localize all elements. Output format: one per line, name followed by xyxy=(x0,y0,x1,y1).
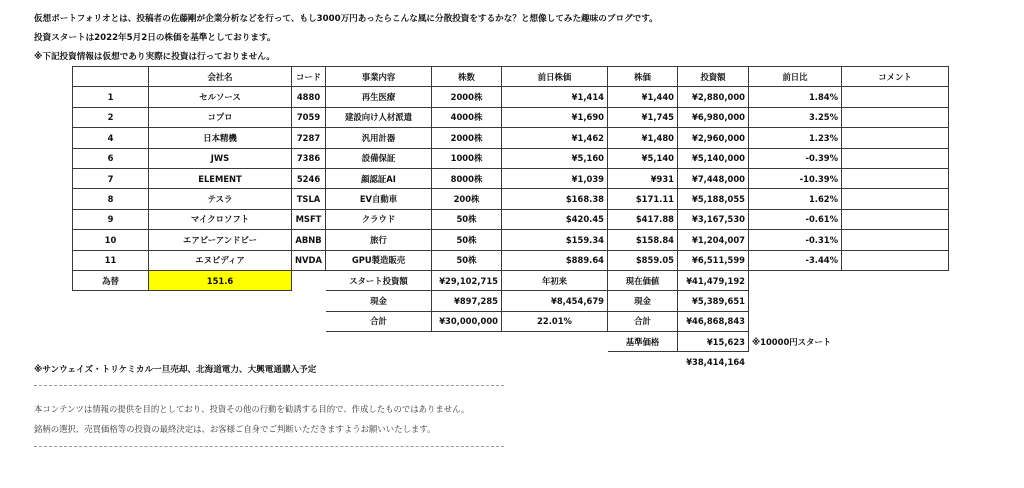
cash2-label: 現金 xyxy=(608,291,678,311)
amount-cell: ¥5,140,000 xyxy=(678,148,749,168)
table-row xyxy=(73,107,949,127)
extra-value: ¥38,414,164 xyxy=(686,357,745,368)
comment-cell xyxy=(842,209,949,229)
table-row xyxy=(73,128,949,148)
shares-cell: 2000株 xyxy=(432,128,502,148)
table-row xyxy=(73,87,949,107)
header-company: 会社名 xyxy=(149,67,292,87)
day-change-cell: -10.39% xyxy=(749,168,842,188)
business-cell: 旅行 xyxy=(326,230,432,250)
stock-code-cell: ABNB xyxy=(292,230,326,250)
company-name-cell: テスラ xyxy=(149,189,292,209)
price-cell: ¥1,745 xyxy=(608,107,678,127)
business-cell: クラウド xyxy=(326,209,432,229)
prev-price-cell: $159.34 xyxy=(502,230,608,250)
stock-code-cell: MSFT xyxy=(292,209,326,229)
stock-code-cell: NVDA xyxy=(292,250,326,270)
row-number-cell: 10 xyxy=(73,230,149,250)
stock-code-cell: TSLA xyxy=(292,189,326,209)
current-value: ¥41,479,192 xyxy=(678,270,749,290)
summary-row-1 xyxy=(73,270,949,290)
business-cell: GPU製造販売 xyxy=(326,250,432,270)
row-number-cell: 9 xyxy=(73,209,149,229)
start-invest-value: ¥29,102,715 xyxy=(432,270,502,290)
cash2-value: ¥5,389,651 xyxy=(678,291,749,311)
header-shares: 株数 xyxy=(432,67,502,87)
comment-cell xyxy=(842,168,949,188)
business-cell: 汎用計器 xyxy=(326,128,432,148)
current-value-label: 現在価値 xyxy=(608,270,678,290)
shares-cell: 50株 xyxy=(432,209,502,229)
stock-code-cell: 4880 xyxy=(292,87,326,107)
comment-cell xyxy=(842,250,949,270)
stock-code-cell: 7386 xyxy=(292,148,326,168)
price-cell: ¥1,480 xyxy=(608,128,678,148)
header-change: 前日比 xyxy=(749,67,842,87)
row-number-cell: 4 xyxy=(73,128,149,148)
table-row xyxy=(73,230,949,250)
company-name-cell: エアビーアンドビー xyxy=(149,230,292,250)
header-price: 株価 xyxy=(608,67,678,87)
cash-value: ¥897,285 xyxy=(432,291,502,311)
shares-cell: 1000株 xyxy=(432,148,502,168)
summary-row-2 xyxy=(73,291,949,311)
ytd-value: ¥8,454,679 xyxy=(502,291,608,311)
stock-code-cell: 7287 xyxy=(292,128,326,148)
total-value: ¥30,000,000 xyxy=(432,311,502,331)
day-change-cell: 3.25% xyxy=(749,107,842,127)
intro-line-3: ※下記投資情報は仮想であり実際に投資は行っておりません。 xyxy=(34,52,275,62)
prev-price-cell: $168.38 xyxy=(502,189,608,209)
amount-cell: ¥5,188,055 xyxy=(678,189,749,209)
price-cell: ¥5,140 xyxy=(608,148,678,168)
intro-line-1: 仮想ポートフォリオとは、投稿者の佐藤剛が企業分析などを行って、もし3000万円あったらこんな風に分散投資をするかな？と想像してみた趣味のブログです。 xyxy=(34,14,658,24)
header-no xyxy=(73,67,149,87)
price-cell: ¥1,440 xyxy=(608,87,678,107)
price-cell: $859.05 xyxy=(608,250,678,270)
fx-label: 為替 xyxy=(73,270,149,290)
header-prev-price: 前日株価 xyxy=(502,67,608,87)
company-name-cell: コプロ xyxy=(149,107,292,127)
table-row xyxy=(73,168,949,188)
day-change-cell: 1.62% xyxy=(749,189,842,209)
cash-label: 現金 xyxy=(326,291,432,311)
comment-cell xyxy=(842,87,949,107)
amount-cell: ¥2,880,000 xyxy=(678,87,749,107)
price-cell: $171.11 xyxy=(608,189,678,209)
summary-row-3 xyxy=(73,311,949,331)
company-name-cell: JWS xyxy=(149,148,292,168)
day-change-cell: -3.44% xyxy=(749,250,842,270)
prev-price-cell: ¥1,462 xyxy=(502,128,608,148)
company-name-cell: セルソース xyxy=(149,87,292,107)
portfolio-table xyxy=(72,66,949,373)
shares-cell: 2000株 xyxy=(432,87,502,107)
row-number-cell: 7 xyxy=(73,168,149,188)
day-change-cell: -0.61% xyxy=(749,209,842,229)
shares-cell: 50株 xyxy=(432,230,502,250)
business-cell: 再生医療 xyxy=(326,87,432,107)
row-number-cell: 11 xyxy=(73,250,149,270)
start-invest-label: スタート投資額 xyxy=(326,270,432,290)
business-cell: 顔認証AI xyxy=(326,168,432,188)
prev-price-cell: ¥1,690 xyxy=(502,107,608,127)
amount-cell: ¥6,511,599 xyxy=(678,250,749,270)
header-comment: コメント xyxy=(842,67,949,87)
prev-price-cell: $420.45 xyxy=(502,209,608,229)
ytd-label: 年初来 xyxy=(502,270,608,290)
price-cell: $158.84 xyxy=(608,230,678,250)
base-price-value: ¥15,623 xyxy=(678,332,749,352)
day-change-cell: -0.31% xyxy=(749,230,842,250)
row-number-cell: 6 xyxy=(73,148,149,168)
prev-price-cell: ¥1,414 xyxy=(502,87,608,107)
business-cell: 建設向け人材派遣 xyxy=(326,107,432,127)
comment-cell xyxy=(842,189,949,209)
row-number-cell: 2 xyxy=(73,107,149,127)
intro-line-2: 投資スタートは2022年5月2日の株価を基準としております。 xyxy=(34,33,276,43)
prev-price-cell: ¥1,039 xyxy=(502,168,608,188)
comment-cell xyxy=(842,230,949,250)
amount-cell: ¥2,960,000 xyxy=(678,128,749,148)
disclaimer-line-1: 本コンテンツは情報の提供を目的としており、投資その他の行動を勧誘する目的で、作成したものではありません。 xyxy=(34,404,470,414)
row-number-cell: 1 xyxy=(73,87,149,107)
fx-value: 151.6 xyxy=(149,270,292,290)
total2-value: ¥46,868,843 xyxy=(678,311,749,331)
disclaimer-line-2: 銘柄の選択、売買価格等の投資の最終決定は、お客様ご自身でご判断いただきますようお願いいたします。 xyxy=(34,424,436,434)
prev-price-cell: ¥5,160 xyxy=(502,148,608,168)
business-cell: EV自動車 xyxy=(326,189,432,209)
total-label: 合計 xyxy=(326,311,432,331)
company-name-cell: ELEMENT xyxy=(149,168,292,188)
comment-cell xyxy=(842,148,949,168)
day-change-cell: 1.23% xyxy=(749,128,842,148)
table-row xyxy=(73,250,949,270)
plan-note: ※サンウェイズ・トリケミカル一旦売却、北海道電力、大興電通購入予定 xyxy=(34,365,317,375)
header-code: コード xyxy=(292,67,326,87)
ytd-percent: 22.01% xyxy=(502,311,608,331)
shares-cell: 200株 xyxy=(432,189,502,209)
summary-row-4 xyxy=(73,332,949,352)
divider-bottom xyxy=(34,446,504,447)
company-name-cell: エヌビディア xyxy=(149,250,292,270)
amount-cell: ¥3,167,530 xyxy=(678,209,749,229)
comment-cell xyxy=(842,107,949,127)
day-change-cell: 1.84% xyxy=(749,87,842,107)
base-price-label: 基準価格 xyxy=(608,332,678,352)
company-name-cell: マイクロソフト xyxy=(149,209,292,229)
prev-price-cell: $889.64 xyxy=(502,250,608,270)
header-amount: 投資額 xyxy=(678,67,749,87)
business-cell: 設備保証 xyxy=(326,148,432,168)
table-row xyxy=(73,148,949,168)
shares-cell: 8000株 xyxy=(432,168,502,188)
amount-cell: ¥1,204,007 xyxy=(678,230,749,250)
amount-cell: ¥6,980,000 xyxy=(678,107,749,127)
price-cell: ¥931 xyxy=(608,168,678,188)
table-row xyxy=(73,189,949,209)
total2-label: 合計 xyxy=(608,311,678,331)
row-number-cell: 8 xyxy=(73,189,149,209)
stock-code-cell: 5246 xyxy=(292,168,326,188)
table-row xyxy=(73,209,949,229)
amount-cell: ¥7,448,000 xyxy=(678,168,749,188)
base-price-note: ※10000円スタート xyxy=(752,336,832,347)
shares-cell: 50株 xyxy=(432,250,502,270)
shares-cell: 4000株 xyxy=(432,107,502,127)
price-cell: $417.88 xyxy=(608,209,678,229)
header-business: 事業内容 xyxy=(326,67,432,87)
stock-code-cell: 7059 xyxy=(292,107,326,127)
divider-top xyxy=(34,385,504,386)
comment-cell xyxy=(842,128,949,148)
table-header-row xyxy=(73,67,949,87)
day-change-cell: -0.39% xyxy=(749,148,842,168)
company-name-cell: 日本精機 xyxy=(149,128,292,148)
